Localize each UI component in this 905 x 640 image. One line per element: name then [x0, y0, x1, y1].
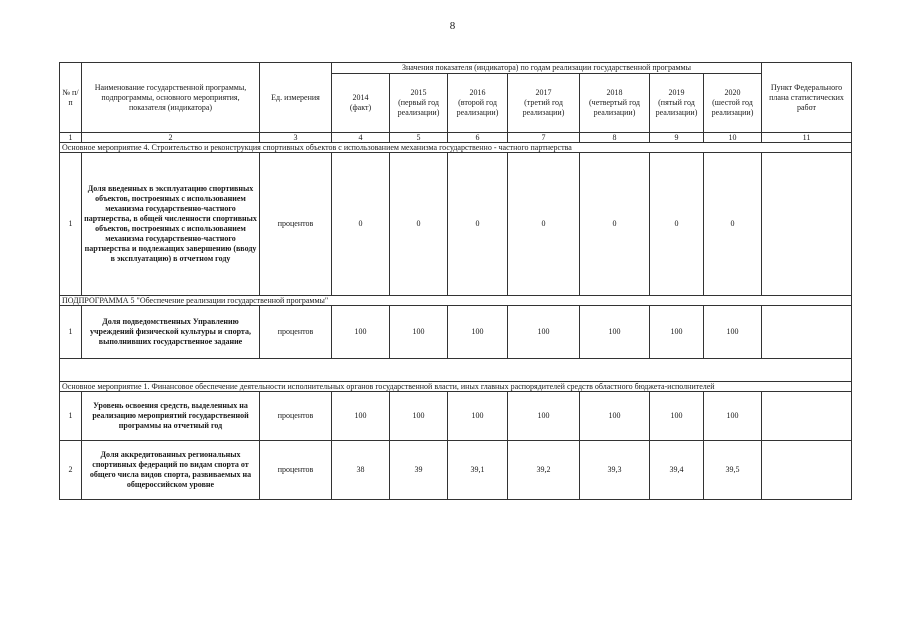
header-col-name: Наименование государственной программы, подпрограммы, основного мероприятия, показателя (индикатора)	[82, 63, 260, 133]
value-cell: 100	[332, 392, 390, 441]
spacer-cell	[60, 359, 852, 382]
column-numbers-row	[60, 133, 852, 143]
table-row	[60, 392, 852, 441]
indicator-name: Доля подведомственных Управлению учреждений физической культуры и спорта, выполнивших государственное задание	[82, 306, 260, 359]
value-cell: 0	[508, 153, 580, 296]
header-year-cell: 2016 (второй год реализации)	[448, 74, 508, 133]
column-number: 5	[390, 133, 448, 143]
value-cell: 100	[332, 306, 390, 359]
header-year-cell: 2019 (пятый год реализации)	[650, 74, 704, 133]
value-cell: 100	[580, 306, 650, 359]
header-year-cell: 2020 (шестой год реализации)	[704, 74, 762, 133]
section-row	[60, 296, 852, 306]
indicator-unit: процентов	[260, 153, 332, 296]
value-cell: 100	[580, 392, 650, 441]
value-cell: 0	[704, 153, 762, 296]
section-title: Основное мероприятие 4. Строительство и реконструкция спортивных объектов с использованием механизма государственно - частного партнерства	[60, 143, 852, 153]
column-number: 3	[260, 133, 332, 143]
row-number: 1	[60, 392, 82, 441]
value-cell: 0	[332, 153, 390, 296]
value-cell: 39,5	[704, 441, 762, 500]
value-cell: 100	[704, 392, 762, 441]
value-cell: 100	[390, 306, 448, 359]
column-number: 7	[508, 133, 580, 143]
indicator-name: Доля аккредитованных региональных спортивных федераций по видам спорта от общего числа видов спорта, развиваемых на общероссийском уровне	[82, 441, 260, 500]
header-year-cell: 2014 (факт)	[332, 74, 390, 133]
indicator-unit: процентов	[260, 306, 332, 359]
value-cell: 100	[508, 392, 580, 441]
column-number: 4	[332, 133, 390, 143]
section-row	[60, 382, 852, 392]
column-number: 2	[82, 133, 260, 143]
plan-cell	[762, 441, 852, 500]
page-number: 8	[449, 20, 456, 32]
value-cell: 39	[390, 441, 448, 500]
indicator-table	[59, 62, 852, 500]
indicator-name: Уровень освоения средств, выделенных на реализацию мероприятий государственной программы на отчетный год	[82, 392, 260, 441]
value-cell: 100	[650, 306, 704, 359]
value-cell: 100	[448, 306, 508, 359]
row-number: 2	[60, 441, 82, 500]
value-cell: 39,1	[448, 441, 508, 500]
value-cell: 39,3	[580, 441, 650, 500]
table-row	[60, 441, 852, 500]
indicator-unit: процентов	[260, 441, 332, 500]
column-number: 9	[650, 133, 704, 143]
table-row	[60, 153, 852, 296]
header-row	[60, 63, 852, 74]
column-number: 1	[60, 133, 82, 143]
indicator-name: Доля введенных в эксплуатацию спортивных объектов, построенных с использованием механизма государственно-частного партнерства, в общей численности спортивных объектов, построенных с использованием механизма государственно-частного партнерства и подлежащих завершению (вводу в эксплуатацию) в отчетном году	[82, 153, 260, 296]
header-year-cell: 2015 (первый год реализации)	[390, 74, 448, 133]
header-year-cell: 2018 (четвертый год реализации)	[580, 74, 650, 133]
plan-cell	[762, 392, 852, 441]
header-col-plan: Пункт Федерального плана статистических работ	[762, 63, 852, 133]
section-row	[60, 143, 852, 153]
row-number: 1	[60, 153, 82, 296]
value-cell: 0	[390, 153, 448, 296]
value-cell: 0	[448, 153, 508, 296]
header-col-no: № п/п	[60, 63, 82, 133]
column-number: 11	[762, 133, 852, 143]
value-cell: 0	[580, 153, 650, 296]
value-cell: 38	[332, 441, 390, 500]
column-number: 8	[580, 133, 650, 143]
value-cell: 100	[390, 392, 448, 441]
indicator-unit: процентов	[260, 392, 332, 441]
column-number: 6	[448, 133, 508, 143]
spacer-row	[60, 359, 852, 382]
header-year-cell: 2017 (третий год реализации)	[508, 74, 580, 133]
table-row	[60, 306, 852, 359]
value-cell: 100	[650, 392, 704, 441]
value-cell: 39,4	[650, 441, 704, 500]
section-title: ПОДПРОГРАММА 5 "Обеспечение реализации государственной программы"	[60, 296, 852, 306]
header-col-unit: Ед. измерения	[260, 63, 332, 133]
column-number: 10	[704, 133, 762, 143]
value-cell: 39,2	[508, 441, 580, 500]
plan-cell	[762, 153, 852, 296]
value-cell: 100	[704, 306, 762, 359]
value-cell: 100	[448, 392, 508, 441]
value-cell: 100	[508, 306, 580, 359]
value-cell: 0	[650, 153, 704, 296]
plan-cell	[762, 306, 852, 359]
section-title: Основное мероприятие 1. Финансовое обеспечение деятельности исполнительных органов государственной власти, иных главных распорядителей средств областного бюджета-исполнителей	[60, 382, 852, 392]
row-number: 1	[60, 306, 82, 359]
header-values-group: Значения показателя (индикатора) по годам реализации государственной программы	[332, 63, 762, 74]
